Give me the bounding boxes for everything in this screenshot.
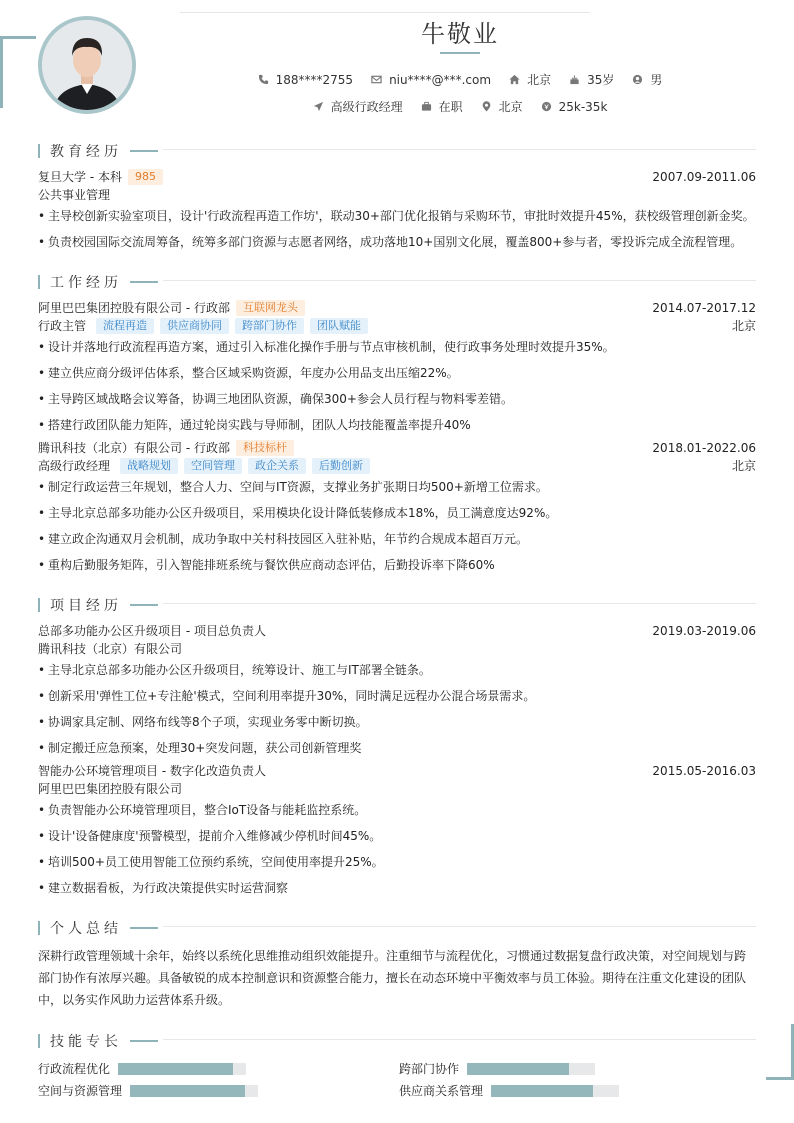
home-icon: [509, 74, 520, 85]
target-city-item: [481, 98, 523, 115]
work-city: 北京: [731, 459, 756, 473]
skill-item: [38, 1082, 258, 1099]
list-item: • 建立供应商分级评估体系，整合区域采购资源，年度办公用品支出压缩22%。: [38, 364, 756, 381]
skill-tag: 后勤创新: [312, 458, 370, 474]
summary-text: 深耕行政管理领域十余年，始终以系统化思维推动组织效能提升。注重细节与流程优化，习惯通过数据复盘行政决策，对空间规划与跨部门协作有浓厚兴趣。具备敏锐的成本控制意识和资源整合能力，擅长在动态环境中平衡效率与员工体验。期待在注重文化建设的团队中，以务实作风助力运营体系升级。: [38, 949, 747, 1007]
location-icon: [481, 101, 492, 112]
list-item: • 主导校创新实验室项目，设计'行政流程再造工作坊'，联动30+部门优化报销与采购环节，审批时效提升45%，获校级管理创新金奖。: [38, 207, 756, 224]
job-title: 高级行政经理: [38, 459, 111, 473]
list-item: • 建立数据看板，为行政决策提供实时运营洞察: [38, 879, 756, 896]
list-item: • 搭建行政团队能力矩阵，通过轮岗实践与导师制，团队人均技能覆盖率提升40%: [38, 416, 756, 433]
job-title: 行政主管: [38, 319, 87, 333]
skill-name: 行政流程优化: [38, 1062, 111, 1076]
position-item: [313, 98, 403, 115]
list-item: • 建立政企沟通双月会机制，成功争取中关村科技园区入驻补贴，年节约合规成本超百万元。: [38, 530, 756, 547]
project-org: 阿里巴巴集团控股有限公司: [38, 782, 183, 796]
list-item: • 负责智能办公环境管理项目，整合IoT设备与能耗监控系统。: [38, 801, 756, 818]
project-org-row: [38, 640, 756, 657]
skill-tag: 供应商协同: [160, 318, 229, 334]
school-tag: 985: [128, 169, 163, 185]
list-item: • 主导北京总部多功能办公区升级项目，采用模块化设计降低装修成本18%，员工满意度达92%。: [38, 504, 756, 521]
salary-item: [541, 100, 608, 114]
work-header: [38, 299, 756, 316]
project-header: [38, 622, 756, 639]
mail-icon: [371, 74, 382, 85]
project-date: 2019.03-2019.06: [652, 623, 756, 638]
education-major-row: [38, 186, 756, 203]
skill-tag: 政企关系: [248, 458, 306, 474]
work-city: 北京: [731, 319, 756, 333]
list-item: • 培训500+员工使用智能工位预约系统，空间使用率提升25%。: [38, 853, 756, 870]
list-item: • 设计'设备健康度'预警模型，提前介入维修减少停机时间45%。: [38, 827, 756, 844]
list-item: • 协调家具定制、网络布线等8个子项，实现业务零中断切换。: [38, 713, 756, 730]
contact-row: [0, 71, 794, 88]
section-divider: [163, 603, 756, 604]
work-title-row: [38, 317, 756, 334]
work-date: 2018.01-2022.06: [652, 440, 756, 455]
list-item: • 设计并落地行政流程再造方案，通过引入标准化操作手册与节点审核机制，使行政事务处理时效提升35%。: [38, 338, 756, 355]
send-icon: [313, 101, 324, 112]
section-divider: [163, 280, 756, 281]
briefcase-icon: [421, 101, 432, 112]
skill-tag: 战略规划: [120, 458, 178, 474]
work-date: 2014.07-2017.12: [652, 300, 756, 315]
section-divider: [163, 926, 756, 927]
money-icon: [541, 101, 552, 112]
skill-name: 供应商关系管理: [399, 1084, 484, 1098]
major: 公共事业管理: [38, 188, 111, 202]
skill-bar: [491, 1085, 619, 1097]
top-rule: [180, 12, 590, 13]
skill-bar: [118, 1063, 246, 1075]
phone-icon: [258, 74, 269, 85]
skill-item: [399, 1060, 595, 1077]
salary-text: 25k-35k: [558, 99, 608, 114]
gender-icon: [632, 74, 643, 85]
section-title-project: 项目经历: [38, 595, 158, 615]
skill-bar-fill: [491, 1085, 593, 1097]
skill-tag: 团队赋能: [310, 318, 368, 334]
list-item: • 创新采用'弹性工位+专注舱'模式，空间利用率提升30%，同时满足远程办公混合场景需求。: [38, 687, 756, 704]
project-header: [38, 762, 756, 779]
gender-text: 男: [650, 73, 663, 87]
skill-tag: 跨部门协作: [235, 318, 304, 334]
education-date: 2007.09-2011.06: [652, 169, 756, 184]
skill-bar: [130, 1085, 258, 1097]
section-divider: [163, 1039, 756, 1040]
project-name: 总部多功能办公区升级项目 - 项目总负责人: [38, 624, 266, 638]
company-name: 腾讯科技（北京）有限公司 - 行政部: [38, 441, 230, 455]
section-divider: [163, 149, 756, 150]
age-item: [569, 71, 614, 88]
section-title-summary: 个人总结: [38, 918, 158, 938]
email-text: niu****@***.com: [389, 72, 492, 87]
skill-item: [399, 1082, 619, 1099]
age-text: 35岁: [587, 73, 615, 87]
skill-name: 跨部门协作: [399, 1062, 460, 1076]
position-text: 高级行政经理: [330, 100, 403, 114]
list-item: • 重构后勤服务矩阵，引入智能排班系统与餐饮供应商动态评估，后勤投诉率下降60%: [38, 556, 756, 573]
city-text: 北京: [527, 73, 552, 87]
work-header: [38, 439, 756, 456]
target-city-text: 北京: [498, 100, 523, 114]
skill-bar-fill: [118, 1063, 233, 1075]
list-item: • 制定行政运营三年规划，整合人力、空间与IT资源，支撑业务扩张期日均500+新增工位需求。: [38, 478, 756, 495]
email-item: [371, 73, 491, 87]
section-title-work: 工作经历: [38, 272, 158, 292]
skill-bar: [467, 1063, 595, 1075]
phone-text: 188****2755: [275, 72, 354, 87]
skill-name: 空间与资源管理: [38, 1084, 123, 1098]
school-name: 复旦大学 - 本科: [38, 170, 122, 184]
skill-bar-fill: [130, 1085, 245, 1097]
education-header: [38, 168, 756, 185]
skill-tag: 流程再造: [96, 318, 154, 334]
company-tag: 科技标杆: [236, 440, 294, 456]
city-item: [509, 71, 551, 88]
skill-bar-fill: [467, 1063, 569, 1075]
status-item: [421, 98, 463, 115]
list-item: • 负责校园国际交流周筹备，统筹多部门资源与志愿者网络，成功落地10+国别文化展，覆盖800+参与者，零投诉完成全流程管理。: [38, 233, 756, 250]
name-underline: [440, 52, 480, 54]
phone-item: [258, 73, 353, 87]
project-name: 智能办公环境管理项目 - 数字化改造负责人: [38, 764, 266, 778]
work-title-row: [38, 457, 756, 474]
status-text: 在职: [438, 100, 463, 114]
corner-decoration-bottom-right: [766, 1024, 794, 1080]
section-title-skills: 技能专长: [38, 1031, 158, 1051]
cake-icon: [569, 74, 580, 85]
gender-item: [632, 71, 662, 88]
skill-tag: 空间管理: [184, 458, 242, 474]
company-tag: 互联网龙头: [236, 300, 305, 316]
project-date: 2015.05-2016.03: [652, 763, 756, 778]
skill-item: [38, 1060, 246, 1077]
company-name: 阿里巴巴集团控股有限公司 - 行政部: [38, 301, 230, 315]
section-title-education: 教育经历: [38, 141, 158, 161]
list-item: • 主导北京总部多功能办公区升级项目，统筹设计、施工与IT部署全链条。: [38, 661, 756, 678]
project-org-row: [38, 780, 756, 797]
project-org: 腾讯科技（北京）有限公司: [38, 642, 183, 656]
list-item: • 主导跨区域战略会议筹备，协调三地团队资源，确保300+参会人员行程与物料零差错。: [38, 390, 756, 407]
intention-row: [0, 98, 794, 115]
candidate-name: 牛敬业: [421, 20, 499, 48]
list-item: • 制定搬迁应急预案，处理30+突发问题，获公司创新管理奖: [38, 739, 756, 756]
